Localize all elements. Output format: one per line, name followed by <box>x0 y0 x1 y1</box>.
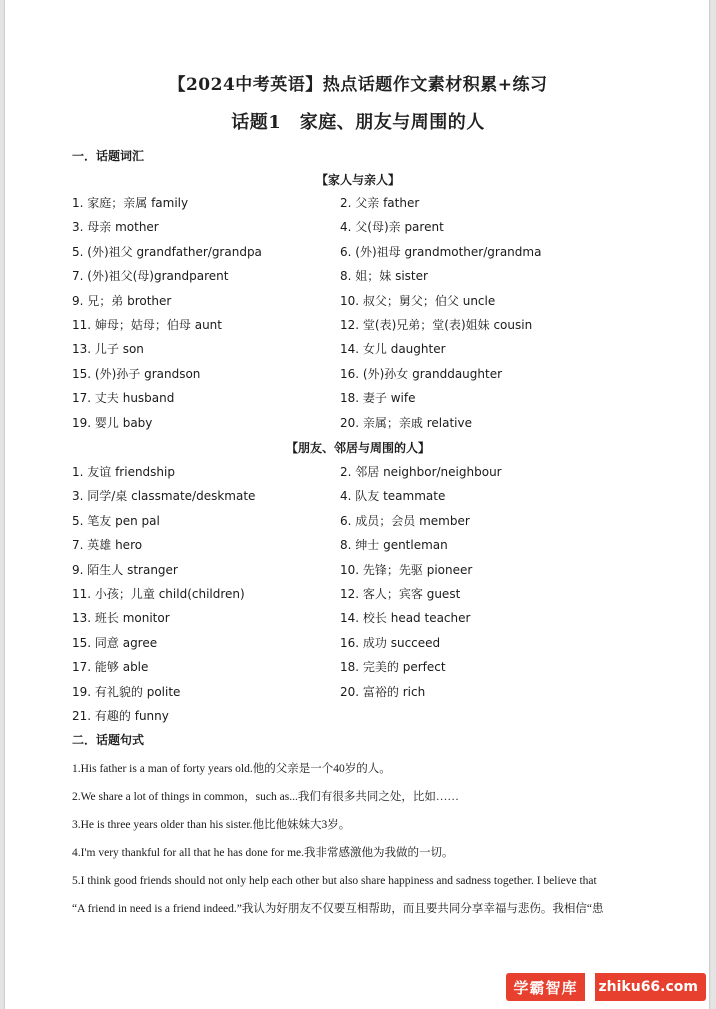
vocab-item: 8. 绅士 gentleman <box>340 538 448 553</box>
vocab-row <box>72 389 672 413</box>
sentence-item: 4.I'm very thankful for all that he has done for me.我非常感激他为我做的一切。 <box>72 847 454 859</box>
group-heading-friends: 【朋友、邻居与周围的人】 <box>285 441 430 455</box>
vocab-row <box>72 683 672 707</box>
vocab-item: 5. (外)祖父 grandfather/grandpa <box>72 244 262 259</box>
vocab-item: 21. 有趣的 funny <box>72 708 169 723</box>
topic-title: 话题1 家庭、朋友与周围的人 <box>231 112 485 133</box>
vocab-item: 6. (外)祖母 grandmother/grandma <box>340 244 542 259</box>
vocab-row <box>72 414 672 438</box>
vocab-row <box>72 267 672 291</box>
vocab-row <box>72 561 672 585</box>
section-heading-vocabulary: 一．话题词汇 <box>72 149 145 163</box>
vocab-item: 4. 父(母)亲 parent <box>340 220 444 235</box>
vocab-item: 11. 婶母；姑母；伯母 aunt <box>72 317 222 332</box>
vocab-item: 4. 队友 teammate <box>340 489 446 504</box>
vocab-item: 15. (外)孙子 grandson <box>72 366 201 381</box>
vocab-item: 9. 兄；弟 brother <box>72 293 172 308</box>
sentence-item: 1.His father is a man of forty years old.他的父亲是一个40岁的人。 <box>72 763 391 775</box>
vocab-row <box>72 316 672 340</box>
vocab-row <box>72 658 672 682</box>
vocab-item: 14. 女儿 daughter <box>340 342 446 357</box>
vocab-row <box>72 340 672 364</box>
vocab-item: 20. 亲属；亲戚 relative <box>340 415 472 430</box>
vocab-item: 12. 客人；宾客 guest <box>340 586 461 601</box>
sentence-line: “A friend in need is a friend indeed.”我认为好朋友不仅要互相帮助，而且要共同分享幸福与悲伤。我相信“患 <box>72 903 604 915</box>
vocab-item: 18. 完美的 perfect <box>340 660 446 675</box>
vocab-item: 14. 校长 head teacher <box>340 611 471 626</box>
vocab-item: 16. 成功 succeed <box>340 635 441 650</box>
vocab-item: 2. 父亲 father <box>340 196 420 210</box>
vocab-item: 12. 堂(表)兄弟；堂(表)姐妹 cousin <box>340 317 533 332</box>
vocab-item: 1. 家庭；亲属 family <box>72 196 189 210</box>
vocab-item: 17. 能够 able <box>72 660 149 675</box>
vocab-list-family <box>72 194 672 438</box>
vocab-row <box>72 243 672 267</box>
vocab-row <box>72 512 672 536</box>
vocab-item: 17. 丈夫 husband <box>72 391 175 406</box>
vocab-item: 1. 友谊 friendship <box>72 465 175 479</box>
vocab-item: 19. 有礼貌的 polite <box>72 684 181 699</box>
section-heading-sentences: 二．话题句式 <box>72 733 145 747</box>
vocab-item: 2. 邻居 neighbor/neighbour <box>340 465 502 479</box>
site-watermark <box>506 973 706 1001</box>
watermark-url: zhiku66.com <box>595 973 707 1001</box>
vocab-row <box>72 463 672 487</box>
vocab-item: 16. (外)孙女 granddaughter <box>340 366 503 381</box>
vocab-item: 11. 小孩；儿童 child(children) <box>72 586 245 601</box>
vocab-row <box>72 634 672 658</box>
vocab-item: 10. 叔父；舅父；伯父 uncle <box>340 293 496 308</box>
vocab-item: 9. 陌生人 stranger <box>72 562 178 577</box>
sentence-item: 3.He is three years older than his sister.他比他妹妹大3岁。 <box>72 819 351 831</box>
vocab-item: 10. 先锋；先驱 pioneer <box>340 562 473 577</box>
vocab-row <box>72 365 672 389</box>
vocab-item: 3. 同学/桌 classmate/deskmate <box>72 489 256 504</box>
document-title: 【2024中考英语】热点话题作文素材积累+练习 <box>168 75 548 95</box>
vocab-row <box>72 194 672 218</box>
sentence-list <box>72 762 652 930</box>
vocab-row <box>72 609 672 633</box>
sentence-line: 5.I think good friends should not only help each other but also share happiness and sadness together. I believe that <box>72 875 597 887</box>
vocab-item: 15. 同意 agree <box>72 635 158 650</box>
vocab-item: 8. 姐；妹 sister <box>340 269 428 284</box>
vocab-item: 20. 富裕的 rich <box>340 684 426 699</box>
vocab-row <box>72 487 672 511</box>
vocab-row <box>72 218 672 242</box>
vocab-item: 3. 母亲 mother <box>72 220 159 235</box>
vocab-row <box>72 536 672 560</box>
vocab-item: 7. 英雄 hero <box>72 538 143 553</box>
vocab-row <box>72 707 672 731</box>
vocab-item: 13. 儿子 son <box>72 342 144 357</box>
vocab-item: 13. 班长 monitor <box>72 611 170 626</box>
vocab-item: 18. 妻子 wife <box>340 391 416 406</box>
watermark-brand: 学霸智库 <box>506 973 584 1001</box>
vocab-item: 5. 笔友 pen pal <box>72 513 160 528</box>
vocab-row <box>72 585 672 609</box>
vocab-list-friends <box>72 463 672 731</box>
group-heading-family: 【家人与亲人】 <box>315 173 400 187</box>
sentence-item: 2.We share a lot of things in common，such as...我们有很多共同之处，比如…… <box>72 791 459 803</box>
vocab-item: 7. (外)祖父(母)grandparent <box>72 269 229 284</box>
sentence-item <box>72 874 652 930</box>
watermark-arrow-icon <box>585 973 594 1001</box>
vocab-item: 6. 成员；会员 member <box>340 513 470 528</box>
vocab-item: 19. 婴儿 baby <box>72 415 153 430</box>
vocab-row <box>72 292 672 316</box>
